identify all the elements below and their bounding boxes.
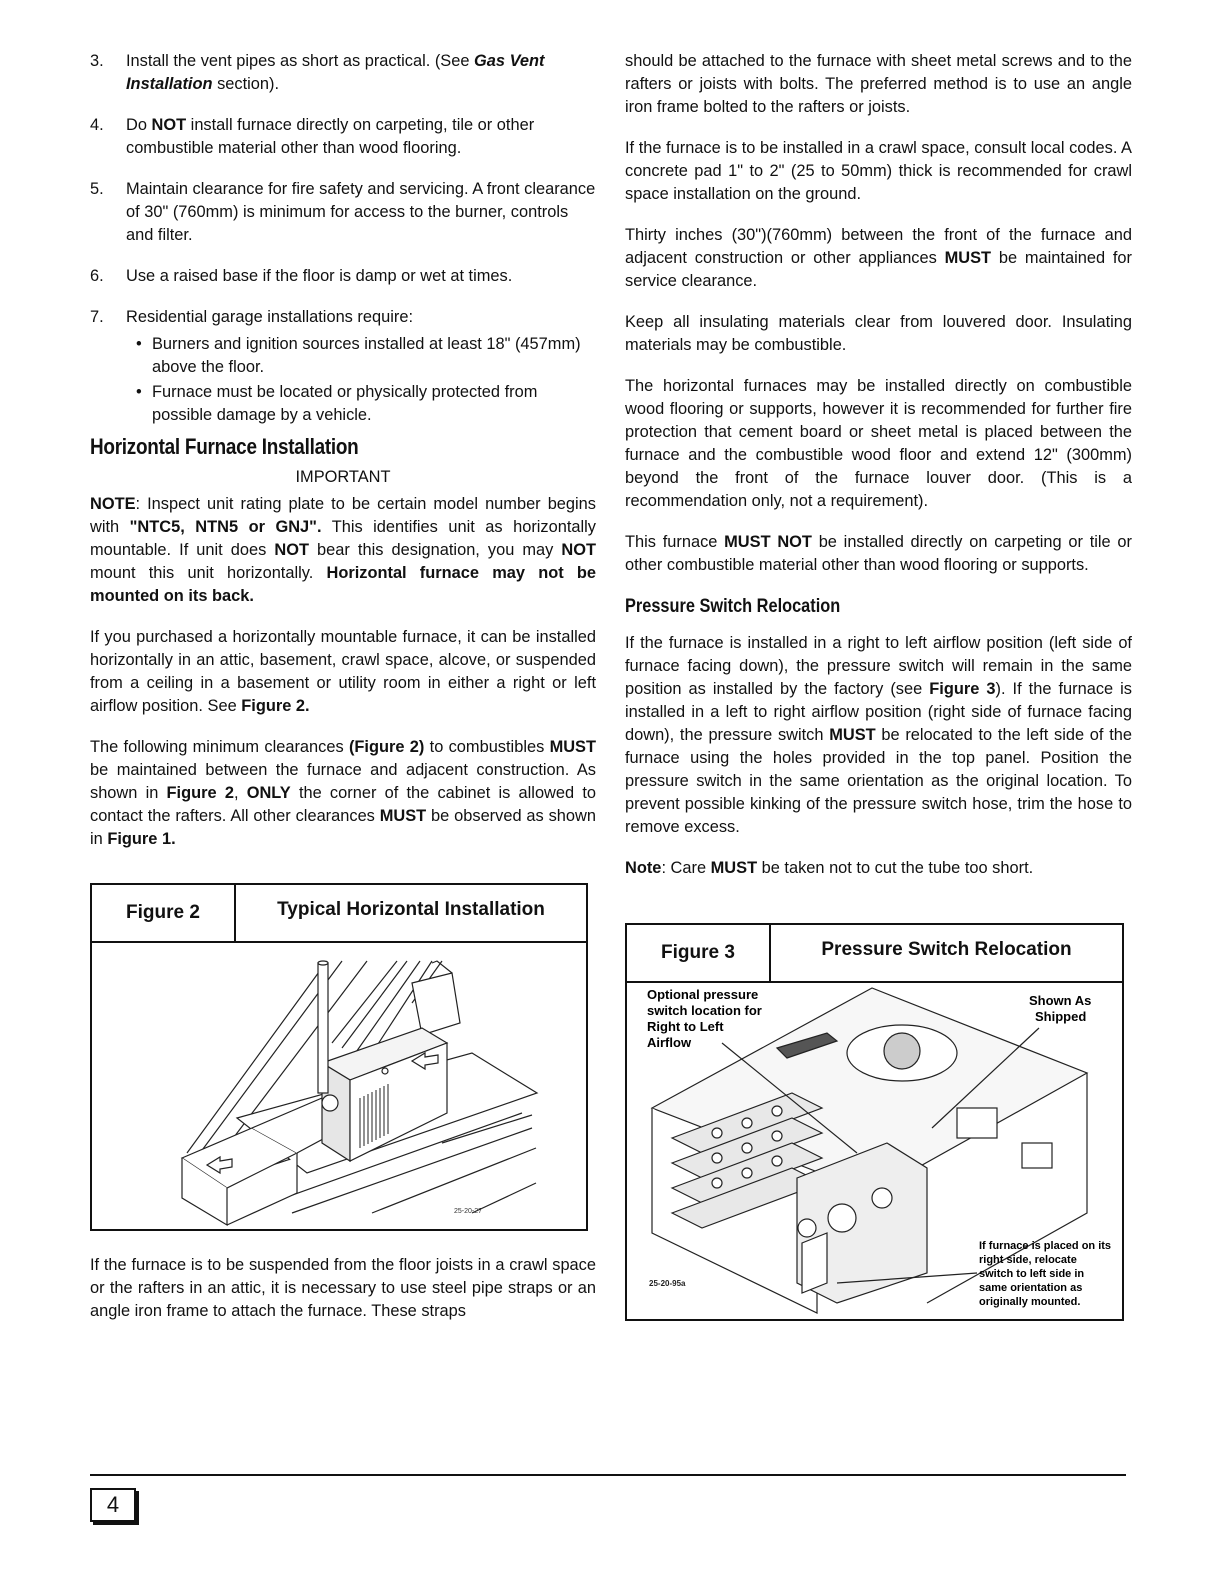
model-codes: "NTC5, NTN5 or GNJ". — [129, 518, 322, 536]
note-paragraph — [625, 857, 1132, 880]
text: be relocated to the left side of the furnace using the holes provided in the top panel. Position the pressure switch in the same orientation as the original location. To prevent possible kinking of the pressure switch hose, trim the hose to remove excess. — [625, 726, 1132, 836]
text: bear this designation, you may — [309, 541, 562, 559]
figure-code: 25-20-27 — [454, 1208, 483, 1215]
step-number: 7. — [90, 308, 104, 326]
label-line: originally mounted. — [979, 1296, 1081, 1308]
emphasis: MUST NOT — [724, 533, 812, 551]
emphasis: ONLY — [246, 784, 291, 802]
text: If you purchased a horizontally mountable furnace, it can be installed horizontally in an attic, basement, crawl space, alcove, or suspended from a ceiling in a basement or utility room in either a right or left airflow position. See — [90, 628, 596, 715]
figure-number: Figure 3 — [627, 925, 771, 981]
gas-vent-ref: Gas Vent Installation — [126, 52, 545, 93]
step-6 — [90, 265, 596, 288]
label-line: If furnace is placed on its — [979, 1240, 1112, 1252]
horizontal-install-illustration — [92, 943, 586, 1229]
text: If the furnace is installed in a right to left airflow position (left side of furnace facing down), the pressure switch will remain in the same position as installed by the factory (see — [625, 634, 1132, 698]
pressure-switch-illustration — [627, 983, 1122, 1319]
label-line: Shipped — [1035, 1009, 1087, 1024]
text: : Care — [661, 859, 711, 877]
note-label: NOTE — [90, 495, 136, 513]
emphasis: Horizontal furnace may not be mounted on its back. — [90, 564, 596, 605]
step-7 — [90, 306, 596, 427]
figure-ref: Figure 2. — [241, 697, 310, 715]
text: be maintained for service clearance. — [625, 249, 1132, 290]
paragraph — [90, 736, 596, 851]
emphasis: MUST — [379, 807, 427, 825]
label-line: Optional pressure — [647, 987, 759, 1002]
emphasis: MUST — [829, 726, 876, 744]
text: The following minimum clearances — [90, 738, 349, 756]
text: the corner of the cabinet is allowed to contact the rafters. All other clearances — [90, 784, 596, 825]
step-text: Use a raised base if the floor is damp or wet at times. — [126, 267, 513, 285]
label-line: switch to left side in — [979, 1268, 1085, 1280]
label-line: right side, relocate — [979, 1254, 1077, 1266]
left-column — [90, 50, 596, 869]
figure-title: Typical Horizontal Installation — [277, 899, 545, 920]
figure-ref: Figure 2 — [166, 784, 234, 802]
paragraph — [625, 531, 1132, 577]
text: be installed directly on carpeting or tile or other combustible material other than wood flooring or supports. — [625, 533, 1132, 574]
paragraph — [625, 224, 1132, 293]
paragraph: If the furnace is to be installed in a crawl space, consult local codes. A concrete pad 1" to 2" (25 to 50mm) thick is recommended for crawl space installation on the ground. — [625, 139, 1132, 203]
label-relocate-note — [979, 1240, 1111, 1308]
emphasis: MUST — [944, 249, 992, 267]
label-line: switch location for — [647, 1003, 762, 1018]
emphasis: NOT — [274, 541, 309, 559]
step-text: Do — [126, 116, 152, 134]
paragraph: should be attached to the furnace with sheet metal screws and to the rafters or joists with bolts. The preferred method is to use an angle iron frame bolted to the rafters or joists. — [625, 52, 1132, 116]
step-text: Residential garage installations require: — [126, 308, 414, 326]
paragraph — [625, 632, 1132, 839]
figure-code: 25-20-95a — [649, 1279, 686, 1288]
label-optional-location — [647, 987, 762, 1050]
right-column — [625, 50, 1132, 898]
paragraph: Keep all insulating materials clear from louvered door. Insulating materials may be combustible. — [625, 313, 1132, 354]
note-label: Note — [625, 859, 662, 877]
text: This identifies unit as horizontally mountable. If unit does — [90, 518, 596, 559]
bullet-item: • Burners and ignition sources installed at least 18" (457mm) above the floor. — [126, 333, 596, 379]
label-line: Airflow — [647, 1035, 692, 1050]
emphasis: NOT — [151, 116, 187, 134]
emphasis: NOT — [561, 541, 597, 559]
text: to combustibles — [424, 738, 550, 756]
figure-ref: Figure 1. — [107, 830, 176, 848]
section-heading-pressure-switch: Pressure Switch Relocation — [625, 596, 841, 617]
text: ). If the furnace is installed in a left to right airflow position (right side of furnace facing down), the pressure switch — [625, 680, 1132, 744]
section-heading-horizontal: Horizontal Furnace Installation — [90, 434, 359, 459]
text: be observed as shown in — [90, 807, 596, 848]
paragraph: If the furnace is to be suspended from the floor joists in a crawl space or the rafters in an attic, it is necessary to use steel pipe straps or an angle iron frame to attach the furnace. These straps — [90, 1256, 596, 1320]
text: Thirty inches (30")(760mm) between the front of the furnace and adjacent construction or other appliances — [625, 226, 1132, 267]
text: : Inspect unit rating plate to be certain model number begins with — [90, 495, 596, 536]
page-number: 4 — [90, 1488, 136, 1522]
step-number: 4. — [90, 116, 104, 134]
step-text: install furnace directly on carpeting, tile or other combustible material other than wood flooring. — [126, 116, 535, 157]
figure-ref: (Figure 2) — [348, 738, 425, 756]
important-label: IMPORTANT — [295, 468, 391, 486]
label-shipped — [1029, 993, 1091, 1024]
figure-2 — [90, 883, 588, 1231]
step-5 — [90, 178, 596, 247]
install-steps — [90, 50, 596, 427]
left-bottom-text — [90, 1254, 596, 1341]
text: be maintained between the furnace and adjacent construction. As shown in — [90, 761, 596, 802]
figure-ref: Figure 3 — [929, 680, 996, 698]
emphasis: MUST — [710, 859, 758, 877]
text: This furnace — [625, 533, 725, 551]
text: be taken not to cut the tube too short. — [757, 859, 1034, 877]
label-line: same orientation as — [979, 1282, 1083, 1294]
step-number: 3. — [90, 52, 104, 70]
text: mount this unit horizontally. — [90, 564, 327, 582]
footer-rule — [90, 1474, 1126, 1476]
figure-number: Figure 2 — [92, 885, 236, 941]
figure-3 — [625, 923, 1124, 1321]
bullet-item: • Furnace must be located or physically protected from possible damage by a vehicle. — [126, 381, 596, 427]
step-text: section). — [212, 75, 280, 93]
text: , — [233, 784, 247, 802]
emphasis: MUST — [549, 738, 596, 756]
label-line: Shown As — [1029, 993, 1092, 1008]
figure-3-header — [627, 925, 1122, 983]
figure-title: Pressure Switch Relocation — [821, 939, 1072, 960]
step-4 — [90, 114, 596, 160]
step-number: 6. — [90, 267, 104, 285]
step-text: Install the vent pipes as short as practical. (See — [126, 52, 475, 70]
figure-2-header — [92, 885, 586, 943]
label-line: Right to Left — [647, 1019, 724, 1034]
garage-bullets — [126, 333, 596, 427]
step-text: Maintain clearance for fire safety and servicing. A front clearance of 30" (760mm) is minimum for access to the burner, controls and filter. — [126, 180, 596, 244]
step-number: 5. — [90, 180, 104, 198]
step-3 — [90, 50, 596, 96]
note-paragraph — [90, 493, 596, 608]
paragraph — [90, 626, 596, 718]
paragraph: The horizontal furnaces may be installed directly on combustible wood flooring or supports, however it is recommended for further fire protection that cement board or sheet metal is placed between the furnace and the combustible wood floor and extend 12" (300mm) beyond the front of the furnace louver door. (This is a recommendation only, not a requirement). — [625, 377, 1132, 510]
